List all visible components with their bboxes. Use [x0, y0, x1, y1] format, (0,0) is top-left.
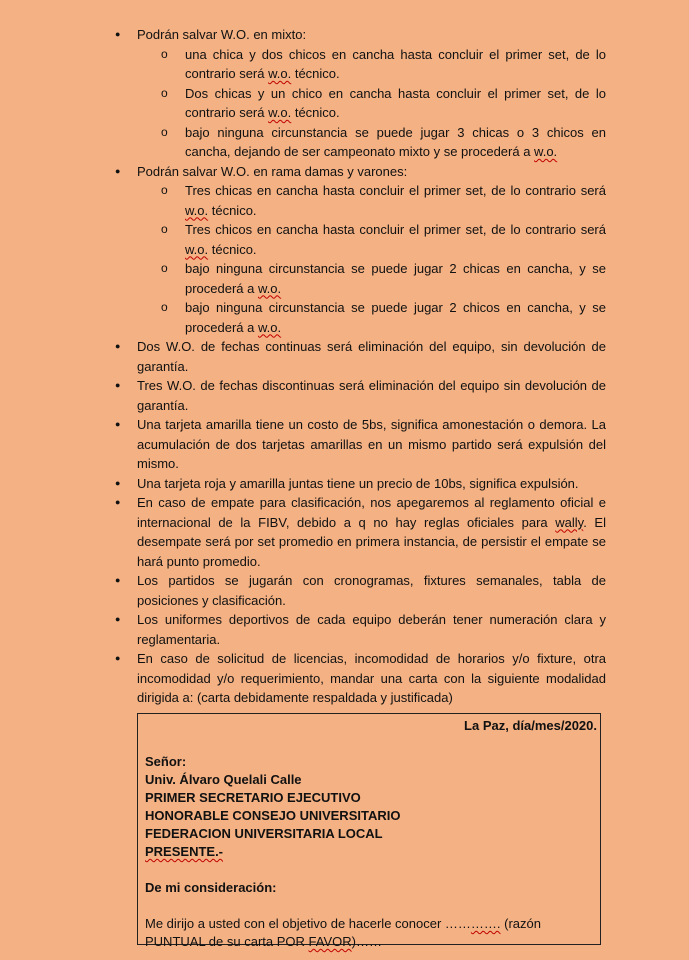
bullet-dot-icon: ●: [115, 497, 121, 507]
bullet-circle-icon: o: [161, 85, 168, 100]
underlined-term: w.o.: [268, 66, 292, 81]
bullet-dot-icon: ●: [115, 614, 121, 624]
underlined-term: w.o.: [534, 144, 558, 159]
rule-text: [137, 573, 606, 608]
underlined-term: w.o.: [258, 280, 282, 296]
rule-item: [0, 649, 689, 708]
letter-recipient-name: Univ. Álvaro Quelali Calle: [145, 772, 302, 787]
rule-text: [137, 495, 606, 569]
text-run: bajo ninguna circunstancia se puede jugar 2 chicos en cancha, y se procederá a: [185, 300, 606, 335]
rule-text: [137, 651, 606, 705]
bullet-dot-icon: ●: [115, 165, 121, 176]
text-run: . El desempate será por set promedio en primera instancia, de persistir el empate se hará punto promedio.: [137, 514, 606, 569]
text-run: técnico.: [208, 202, 257, 218]
sub-rule-item: [137, 123, 606, 162]
text-run: Tres chicas en cancha hasta concluir el primer set, de lo contrario será: [185, 183, 606, 198]
bullet-circle-icon: o: [161, 300, 168, 314]
rule-text: [137, 476, 579, 491]
text-run: En caso de empate para clasificación, nos apegaremos al reglamento oficial e internacional de la FIBV, debido a q no hay reglas oficiales para: [137, 495, 606, 530]
letter-salutation: Señor:: [145, 754, 187, 769]
sub-rule-item: [137, 181, 606, 220]
underlined-term: w.o.: [258, 319, 282, 335]
text-run: En caso de solicitud de licencias, incomodidad de horarios y/o fixture, otra incomodidad y/o requerimiento, mandar una carta con la siguiente modalidad dirigida a: (carta debidamente respaldada y justificada): [137, 651, 606, 705]
sub-rule-item: [137, 259, 606, 298]
rule-text: [137, 378, 606, 413]
text-run: Dos W.O. de fechas continuas será eliminación del equipo, sin devolución de garantía.: [137, 339, 606, 374]
letter-recipient-role: PRIMER SECRETARIO EJECUTIVO: [145, 790, 361, 805]
sub-rule-text: [185, 222, 606, 257]
text-run: Dos chicas y un chico en cancha hasta concluir el primer set, de lo contrario será: [185, 85, 606, 120]
sub-rule-text: [185, 47, 606, 82]
letter-present: PRESENTE.-: [145, 844, 224, 859]
bullet-circle-icon: o: [161, 124, 168, 139]
text-run: Tres W.O. de fechas discontinuas será eliminación del equipo sin devolución de garantía.: [137, 378, 606, 413]
sub-rule-item: [137, 45, 606, 84]
underlined-term: wally: [555, 514, 584, 530]
bullet-circle-icon: o: [161, 222, 168, 236]
sub-rule-text: [185, 86, 606, 121]
text-run: técnico.: [291, 66, 340, 81]
text-run: Una tarjeta amarilla tiene un costo de 5bs, significa amonestación o demora. La acumulación de dos tarjetas amarillas en un mismo partido será expulsión del mismo.: [137, 417, 606, 471]
letter-body: Me dirijo a usted con el objetivo de hacerle conocer …………. (razón PUNTUAL de su carta POR FAVOR)……: [145, 916, 541, 949]
rule-text: [137, 27, 306, 42]
text-run: Una tarjeta roja y amarilla juntas tiene un precio de 10bs, significa expulsión.: [137, 475, 579, 491]
letter-place-date: La Paz, día/mes/2020.: [464, 718, 597, 733]
bullet-dot-icon: ●: [115, 653, 121, 663]
sub-rules-list: [137, 181, 606, 337]
rule-item: [0, 474, 689, 494]
text-run: una chica y dos chicos en cancha hasta concluir el primer set, de lo contrario será: [185, 46, 606, 81]
bullet-dot-icon: ●: [115, 419, 121, 429]
rule-item: [0, 337, 689, 376]
text-run: técnico.: [291, 105, 340, 120]
sub-rule-text: [185, 300, 606, 335]
bullet-dot-icon: ●: [115, 380, 121, 390]
sub-rules-list: [137, 45, 606, 162]
rule-item: [0, 493, 689, 571]
rule-item: [0, 25, 689, 162]
letter-council: HONORABLE CONSEJO UNIVERSITARIO: [145, 808, 401, 823]
underlined-term: w.o.: [268, 105, 292, 120]
letter-template-box: [137, 713, 601, 949]
rule-text: [137, 417, 606, 471]
sub-rule-text: [185, 261, 606, 296]
underlined-term: w.o.: [185, 202, 209, 218]
sub-rule-text: [185, 183, 606, 218]
text-run: Podrán salvar W.O. en rama damas y varones:: [137, 163, 408, 179]
underlined-term: w.o.: [185, 241, 209, 257]
bullet-dot-icon: ●: [115, 477, 121, 488]
rule-item: [0, 610, 689, 649]
text-run: técnico.: [208, 241, 257, 257]
bullet-circle-icon: o: [161, 261, 168, 275]
sub-rule-text: [185, 125, 606, 160]
bullet-circle-icon: o: [161, 183, 168, 197]
rule-item: [0, 571, 689, 610]
rule-text: [137, 612, 606, 647]
text-run: bajo ninguna circunstancia se puede jugar 3 chicas o 3 chicos en cancha, dejando de ser campeonato mixto y se procederá a: [185, 124, 606, 159]
letter-federation: FEDERACION UNIVERSITARIA LOCAL: [145, 826, 383, 841]
rule-text: [137, 339, 606, 374]
rules-list: [0, 25, 689, 708]
bullet-dot-icon: ●: [115, 29, 121, 39]
bullet-circle-icon: o: [161, 46, 168, 61]
bullet-dot-icon: ●: [115, 341, 121, 351]
text-run: Podrán salvar W.O. en mixto:: [137, 27, 307, 42]
text-run: bajo ninguna circunstancia se puede jugar 2 chicas en cancha, y se procederá a: [185, 261, 606, 296]
rule-item: [0, 415, 689, 474]
text-run: Los uniformes deportivos de cada equipo deberán tener numeración clara y reglamentaria.: [137, 612, 606, 647]
text-run: Tres chicos en cancha hasta concluir el primer set, de lo contrario será: [185, 222, 606, 237]
sub-rule-item: [137, 84, 606, 123]
letter-consideration: De mi consideración:: [145, 880, 277, 895]
sub-rule-item: [137, 220, 606, 259]
rule-item: [0, 376, 689, 415]
bullet-dot-icon: ●: [115, 575, 121, 585]
rule-text: [137, 164, 407, 179]
sub-rule-item: [137, 298, 606, 337]
rule-item: [0, 162, 689, 338]
text-run: Los partidos se jugarán con cronogramas, fixtures semanales, tabla de posiciones y clasificación.: [137, 573, 606, 608]
